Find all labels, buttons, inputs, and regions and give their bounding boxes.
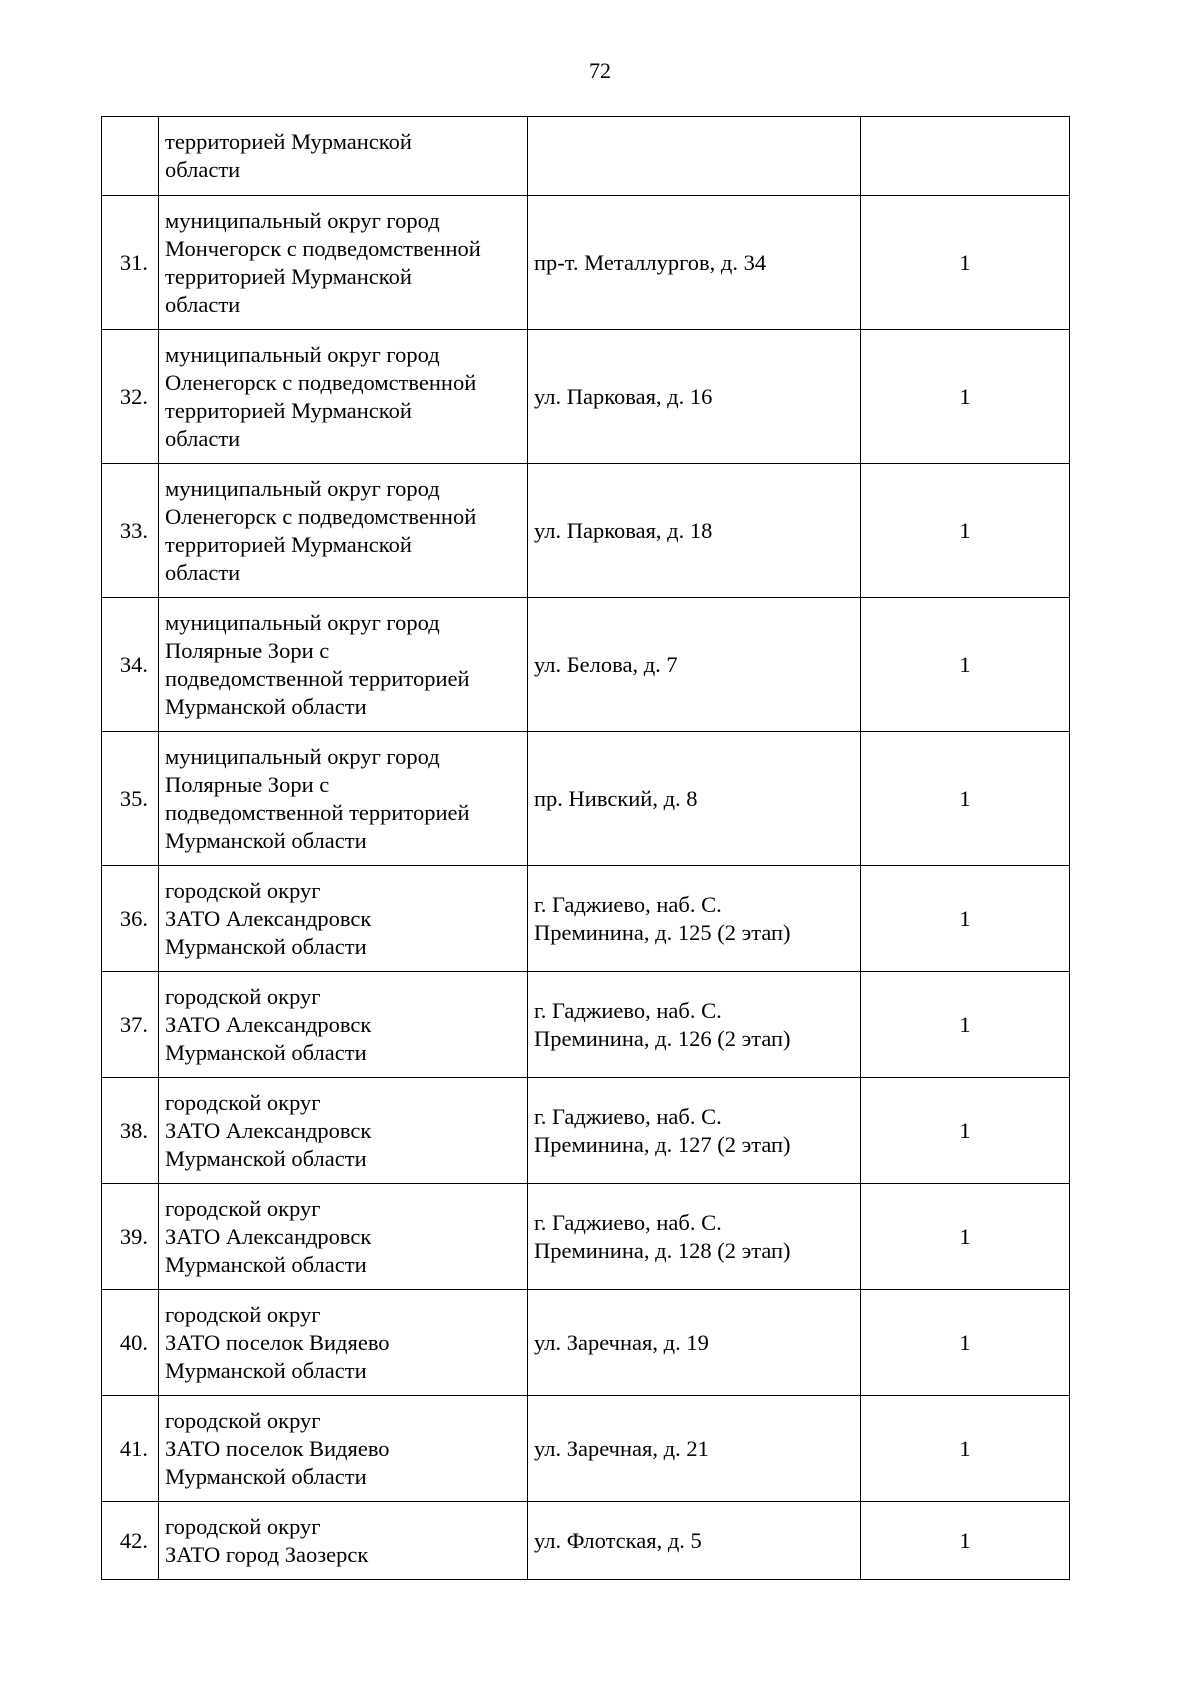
municipality-line: Оленегорск с подведомственной: [165, 369, 477, 395]
municipality-line: территорией Мурманской: [165, 263, 412, 289]
municipality-line: городской округ: [165, 1301, 321, 1327]
municipality-line: Мурманской области: [165, 1357, 367, 1383]
municipality-line: области: [165, 559, 241, 585]
municipality-line: муниципальный округ город: [165, 743, 440, 769]
municipality-line: области: [165, 157, 241, 182]
municipality-line: Мурманской области: [165, 1039, 367, 1065]
count-cell: 1: [861, 732, 1070, 866]
count-cell: 1: [861, 1184, 1070, 1290]
municipality-cell: [159, 464, 528, 598]
municipality-line: Полярные Зори с: [165, 771, 330, 797]
municipality-line: Мурманской области: [165, 827, 367, 853]
address-cell: [528, 330, 861, 464]
municipality-line: Мурманской области: [165, 933, 367, 959]
address-cell: [528, 972, 861, 1078]
table-row: [102, 1396, 1070, 1502]
address-cell: [528, 464, 861, 598]
municipality-line: ЗАТО Александровск: [165, 905, 372, 931]
municipality-cell: [159, 866, 528, 972]
municipality-line: ЗАТО поселок Видяево: [165, 1435, 390, 1461]
municipality-line: муниципальный округ город: [165, 475, 440, 501]
municipality-line: городской округ: [165, 1195, 321, 1221]
address-cell: [528, 866, 861, 972]
municipality-line: территорией Мурманской: [165, 397, 412, 423]
municipality-line: ЗАТО город Заозерск: [165, 1541, 369, 1567]
municipality-line: области: [165, 425, 241, 451]
row-number: 38.: [102, 1078, 159, 1184]
municipality-line: ЗАТО поселок Видяево: [165, 1329, 390, 1355]
row-number: 36.: [102, 866, 159, 972]
row-number: 42.: [102, 1502, 159, 1580]
table-row: [102, 117, 1070, 196]
address-cell: [528, 1290, 861, 1396]
row-number: [102, 117, 159, 196]
address-line: ул. Флотская, д. 5: [534, 1527, 702, 1553]
municipality-cell: [159, 117, 528, 196]
municipality-line: ЗАТО Александровск: [165, 1117, 372, 1143]
municipality-line: Полярные Зори с: [165, 637, 330, 663]
table-row: [102, 1078, 1070, 1184]
address-line: пр-т. Металлургов, д. 34: [534, 249, 767, 275]
municipality-cell: [159, 598, 528, 732]
municipality-line: Мурманской области: [165, 1145, 367, 1171]
address-cell: [528, 1078, 861, 1184]
municipality-line: муниципальный округ город: [165, 207, 440, 233]
row-number: 32.: [102, 330, 159, 464]
address-line: ул. Белова, д. 7: [534, 651, 678, 677]
municipality-cell: [159, 1396, 528, 1502]
registry-table-body: [102, 117, 1070, 1580]
municipality-cell: [159, 972, 528, 1078]
municipality-line: подведомственной территорией: [165, 799, 470, 825]
municipality-cell: [159, 196, 528, 330]
row-number: 39.: [102, 1184, 159, 1290]
count-cell: 1: [861, 464, 1070, 598]
address-line: ул. Парковая, д. 18: [534, 517, 713, 543]
count-cell: 1: [861, 1502, 1070, 1580]
address-cell: [528, 1184, 861, 1290]
address-line: Преминина, д. 128 (2 этап): [534, 1237, 791, 1263]
municipality-line: подведомственной территорией: [165, 665, 470, 691]
count-cell: 1: [861, 866, 1070, 972]
municipality-line: муниципальный округ город: [165, 609, 440, 635]
count-cell: 1: [861, 196, 1070, 330]
address-line: Преминина, д. 127 (2 этап): [534, 1131, 791, 1157]
address-line: ул. Заречная, д. 19: [534, 1329, 709, 1355]
table-row: [102, 464, 1070, 598]
address-line: ул. Парковая, д. 16: [534, 383, 713, 409]
table-row: [102, 1290, 1070, 1396]
municipality-line: Мурманской области: [165, 1463, 367, 1489]
table-row: [102, 1184, 1070, 1290]
table-row: [102, 866, 1070, 972]
count-cell: 1: [861, 1078, 1070, 1184]
municipality-line: городской округ: [165, 877, 321, 903]
municipality-line: муниципальный округ город: [165, 341, 440, 367]
count-cell: 1: [861, 598, 1070, 732]
count-cell: [861, 117, 1070, 196]
address-cell: [528, 117, 861, 196]
count-cell: 1: [861, 1290, 1070, 1396]
address-cell: [528, 1396, 861, 1502]
table-row: [102, 1502, 1070, 1580]
table-row: [102, 972, 1070, 1078]
municipality-line: Мончегорск с подведомственной: [165, 235, 481, 261]
address-line: Преминина, д. 125 (2 этап): [534, 919, 791, 945]
address-line: пр. Нивский, д. 8: [534, 785, 698, 811]
municipality-cell: [159, 1078, 528, 1184]
address-cell: [528, 1502, 861, 1580]
address-cell: [528, 598, 861, 732]
municipality-line: городской округ: [165, 1513, 321, 1539]
municipality-line: городской округ: [165, 1089, 321, 1115]
municipality-line: городской округ: [165, 983, 321, 1009]
municipality-line: территорией Мурманской: [165, 129, 412, 154]
count-cell: 1: [861, 1396, 1070, 1502]
address-cell: [528, 732, 861, 866]
row-number: 35.: [102, 732, 159, 866]
table-row: [102, 196, 1070, 330]
municipality-line: ЗАТО Александровск: [165, 1223, 372, 1249]
municipality-line: области: [165, 291, 241, 317]
registry-table: [101, 116, 1070, 1580]
row-number: 37.: [102, 972, 159, 1078]
municipality-cell: [159, 330, 528, 464]
municipality-line: территорией Мурманской: [165, 531, 412, 557]
row-number: 33.: [102, 464, 159, 598]
municipality-line: Мурманской области: [165, 1251, 367, 1277]
row-number: 34.: [102, 598, 159, 732]
municipality-line: ЗАТО Александровск: [165, 1011, 372, 1037]
address-line: г. Гаджиево, наб. С.: [534, 997, 722, 1023]
municipality-cell: [159, 1502, 528, 1580]
address-line: Преминина, д. 126 (2 этап): [534, 1025, 791, 1051]
table-row: [102, 598, 1070, 732]
count-cell: 1: [861, 972, 1070, 1078]
table-row: [102, 732, 1070, 866]
address-cell: [528, 196, 861, 330]
address-line: г. Гаджиево, наб. С.: [534, 1103, 722, 1129]
row-number: 31.: [102, 196, 159, 330]
address-line: г. Гаджиево, наб. С.: [534, 891, 722, 917]
page-number: 72: [589, 58, 611, 83]
municipality-cell: [159, 1184, 528, 1290]
row-number: 41.: [102, 1396, 159, 1502]
municipality-line: Оленегорск с подведомственной: [165, 503, 477, 529]
address-line: г. Гаджиево, наб. С.: [534, 1209, 722, 1235]
municipality-cell: [159, 732, 528, 866]
municipality-line: Мурманской области: [165, 693, 367, 719]
count-cell: 1: [861, 330, 1070, 464]
table-row: [102, 330, 1070, 464]
municipality-line: городской округ: [165, 1407, 321, 1433]
row-number: 40.: [102, 1290, 159, 1396]
municipality-cell: [159, 1290, 528, 1396]
address-line: ул. Заречная, д. 21: [534, 1435, 709, 1461]
